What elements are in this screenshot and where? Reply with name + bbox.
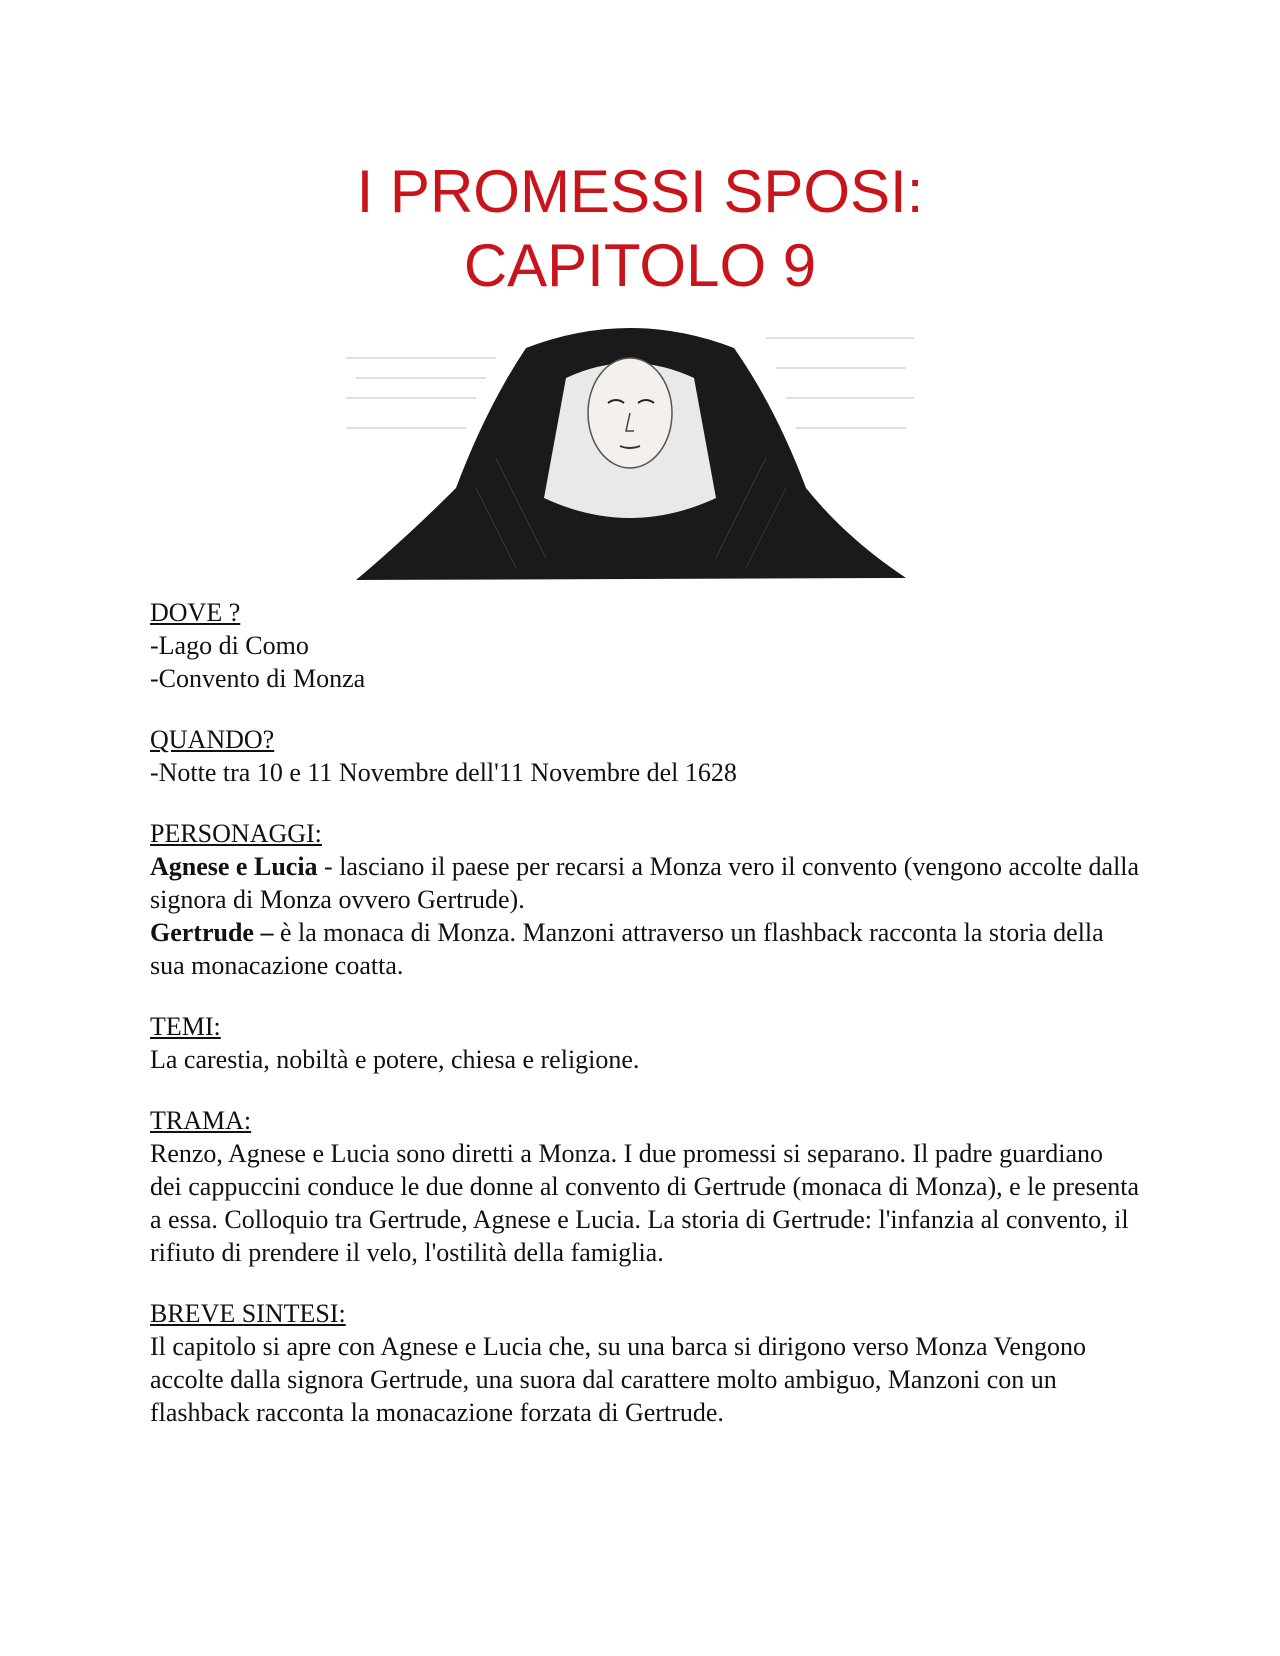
personaggi-heading: PERSONAGGI: <box>150 819 322 848</box>
nun-portrait-icon <box>346 318 914 586</box>
sintesi-heading: BREVE SINTESI: <box>150 1299 346 1328</box>
dove-item: -Lago di Como <box>150 631 309 660</box>
section-dove <box>150 596 1140 695</box>
dove-heading: DOVE ? <box>150 598 241 627</box>
personaggi-agnese-lucia <box>150 850 1140 916</box>
trama-heading: TRAMA: <box>150 1106 252 1135</box>
personaggi-name: Gertrude – <box>150 918 274 947</box>
section-personaggi <box>150 817 1140 982</box>
temi-text: La carestia, nobiltà e potere, chiesa e religione. <box>150 1045 640 1074</box>
section-temi <box>150 1010 1140 1076</box>
section-trama <box>150 1104 1140 1269</box>
trama-text: Renzo, Agnese e Lucia sono diretti a Monza. I due promessi si separano. Il padre guardiano dei cappuccini conduce le due donne al convento di Gertrude (monaca di Monza), e le presenta a essa. Colloquio tra Gertrude, Agnese e Lucia. La storia di Gertrude: l'infanzia al convento, il rifiuto di prendere il velo, l'ostilità della famiglia. <box>150 1139 1140 1267</box>
dove-item: -Convento di Monza <box>150 664 366 693</box>
temi-heading: TEMI: <box>150 1012 221 1041</box>
personaggi-desc: è la monaca di Monza. Manzoni attraverso un flashback racconta la storia della sua monacazione coatta. <box>150 918 1104 980</box>
section-quando <box>150 723 1140 789</box>
personaggi-desc: - lasciano il paese per recarsi a Monza vero il convento (vengono accolte dalla signora di Monza ovvero Gertrude). <box>150 852 1140 914</box>
quando-heading: QUANDO? <box>150 725 275 754</box>
document-body <box>150 596 1140 1457</box>
personaggi-name: Agnese e Lucia <box>150 852 318 881</box>
title-line-2: CAPITOLO 9 <box>463 232 817 299</box>
sintesi-text: Il capitolo si apre con Agnese e Lucia che, su una barca si dirigono verso Monza Vengono accolte dalla signora Gertrude, una suora dal carattere molto ambiguo, Manzoni con un flashback racconta la monacazione forzata di Gertrude. <box>150 1332 1086 1427</box>
quando-item: -Notte tra 10 e 11 Novembre dell'11 Novembre del 1628 <box>150 758 737 787</box>
title-line-1: I PROMESSI SPOSI: <box>356 158 924 225</box>
page-title <box>0 155 1280 303</box>
section-sintesi <box>150 1297 1140 1429</box>
personaggi-gertrude <box>150 916 1140 982</box>
